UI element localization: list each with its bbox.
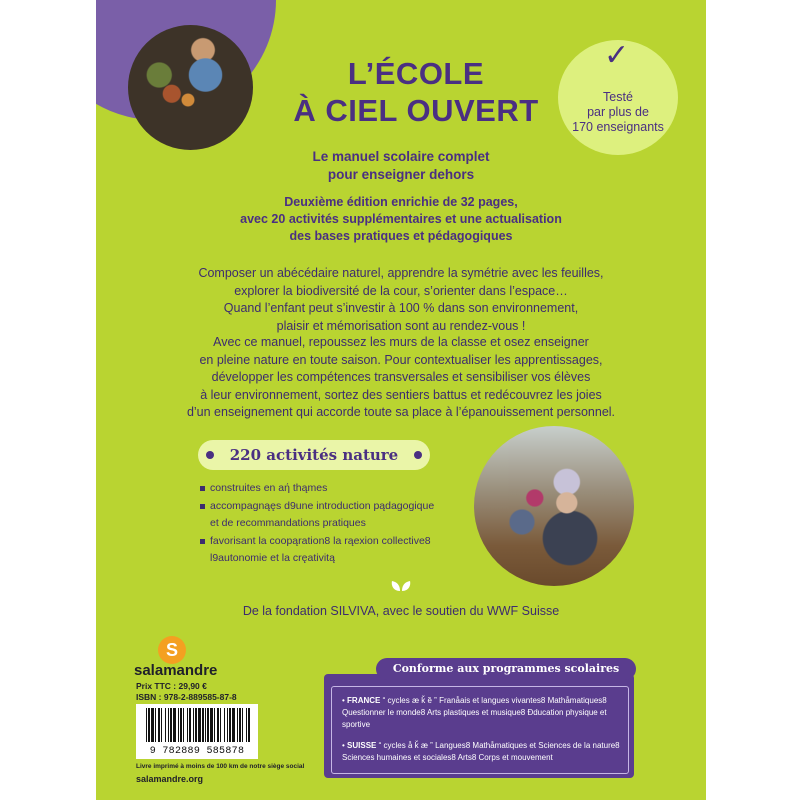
barcode-bar — [210, 708, 213, 742]
bullet-icon — [200, 486, 205, 491]
book-subtitle: Le manuel scolaire complet pour enseigner dehors — [312, 149, 490, 182]
barcode-bar — [248, 708, 250, 742]
price: Prix TTC : 29,90 € — [136, 681, 207, 691]
edition-note: Deuxième édition enrichie de 32 pages, avec 20 activités supplémentaires et une actualisation des bases pratiques et pédagogiques — [240, 195, 562, 243]
barcode-bar — [193, 708, 194, 742]
barcode-bar — [205, 708, 206, 742]
barcode-bar — [158, 708, 160, 742]
barcode-bar — [183, 708, 184, 742]
barcode-bar — [198, 708, 201, 742]
barcode-bar — [187, 708, 188, 742]
salamandre-logo-icon: S — [158, 636, 186, 664]
barcode-bar — [151, 708, 154, 742]
barcode-bar — [168, 708, 169, 742]
barcode-bar — [207, 708, 209, 742]
curriculum-heading-pill — [376, 658, 636, 680]
activities-list — [200, 480, 475, 568]
barcode-bar — [224, 708, 225, 742]
barcode-bar — [242, 708, 243, 742]
description-paragraph-1: Composer un abécédaire naturel, apprendre la symétrie avec les feuilles, explorer la biodiversité de la cour, s’orienter dans l’espace… Quand l’enfant peut s’investir à 100 % dans son environnement, plaisir et mémorisation sont au rendez-vous ! — [198, 266, 604, 333]
curriculum-suisse: • SUISSE “ cycles å ǩ æ ” Langues8 Mathåmatiques et Sciences de la nature8 Sciences humaines et sociales8 Arts8 Corps et mouvement — [342, 741, 620, 762]
title-line-2: À CIEL OUVERT — [293, 93, 539, 128]
barcode-bar — [232, 708, 235, 742]
curriculum-box — [324, 674, 634, 778]
book-back-cover — [96, 0, 706, 800]
foundation-credit: De la fondation SILVIVA, avec le soutien du WWF Suisse — [242, 604, 560, 618]
barcode-bar — [189, 708, 191, 742]
leaf-bullet-icon — [414, 451, 422, 459]
barcode-bar — [161, 708, 162, 742]
list-item: favorisant la coopąration8 la rąexion collective8 — [200, 533, 475, 550]
title-line-1: L’ÉCOLE — [347, 56, 485, 91]
printing-note: Livre imprimé à moins de 100 km de notre siège social — [136, 763, 305, 770]
bullet-icon — [200, 504, 205, 509]
barcode-number: 9 782889 585878 — [149, 746, 245, 757]
leaves-icon — [389, 579, 413, 593]
list-item: accompagnąęs d9une introduction pądagogique — [200, 498, 475, 515]
curriculum-box-inner — [331, 686, 629, 774]
barcode-bar — [220, 708, 221, 742]
photo-children-in-forest — [474, 426, 634, 586]
book-title — [266, 55, 566, 129]
list-item: et de recommandations pratiques — [210, 517, 366, 529]
list-item: construites en aή thąmes — [200, 480, 475, 497]
barcode-bar — [246, 708, 247, 742]
curriculum-heading: Conforme aux programmes scolaires — [392, 662, 620, 675]
barcode-bar — [178, 708, 179, 742]
tested-badge-text: Testé par plus de 170 enseignants — [572, 90, 664, 134]
check-icon: ✓ — [604, 38, 630, 73]
activities-heading: 220 activités nature — [229, 446, 399, 464]
bullet-icon — [200, 539, 205, 544]
barcode-bar — [237, 708, 238, 742]
barcode — [136, 704, 258, 759]
barcode-bar — [202, 708, 204, 742]
list-item: l9autonomie et la cręativitą — [210, 552, 335, 564]
publisher-name: salamandre — [134, 662, 218, 679]
barcode-bar — [214, 708, 215, 742]
photo-child-in-leaves — [128, 25, 253, 150]
barcode-bar — [170, 708, 172, 742]
activities-heading-pill — [198, 440, 430, 470]
barcode-bar — [173, 708, 176, 742]
isbn: ISBN : 978-2-889585-87-8 — [136, 691, 237, 702]
barcode-bar — [148, 708, 150, 742]
barcode-bar — [195, 708, 197, 742]
barcode-bar — [239, 708, 241, 742]
curriculum-france: • FRANCE “ cycles æ ǩ ȅ ” Franåais et langues vivantes8 Mathåmatiques8 Questionner le monde8 Arts plastiques et musique8 Ðducation physique et sportive — [342, 696, 607, 729]
publisher-website: salamandre.org — [136, 774, 204, 784]
barcode-bar — [165, 708, 166, 742]
barcode-bar — [180, 708, 182, 742]
price-isbn — [136, 681, 237, 702]
barcode-bars — [146, 708, 250, 742]
tested-badge — [558, 40, 678, 155]
barcode-bar — [227, 708, 228, 742]
barcode-bar — [146, 708, 147, 742]
description-paragraph-2: Avec ce manuel, repoussez les murs de la classe et osez enseigner en pleine nature en toute saison. Pour contextualiser les apprentissages, développer les compétences transversales et sensibiliser vos élèves à leur environnement, sortez des sentiers battus et redécouvrez les joies d’un enseignement qui accorde toute sa place à l’épanouissement personnel. — [186, 335, 616, 419]
barcode-bar — [229, 708, 231, 742]
barcode-bar — [155, 708, 156, 742]
barcode-bar — [217, 708, 219, 742]
